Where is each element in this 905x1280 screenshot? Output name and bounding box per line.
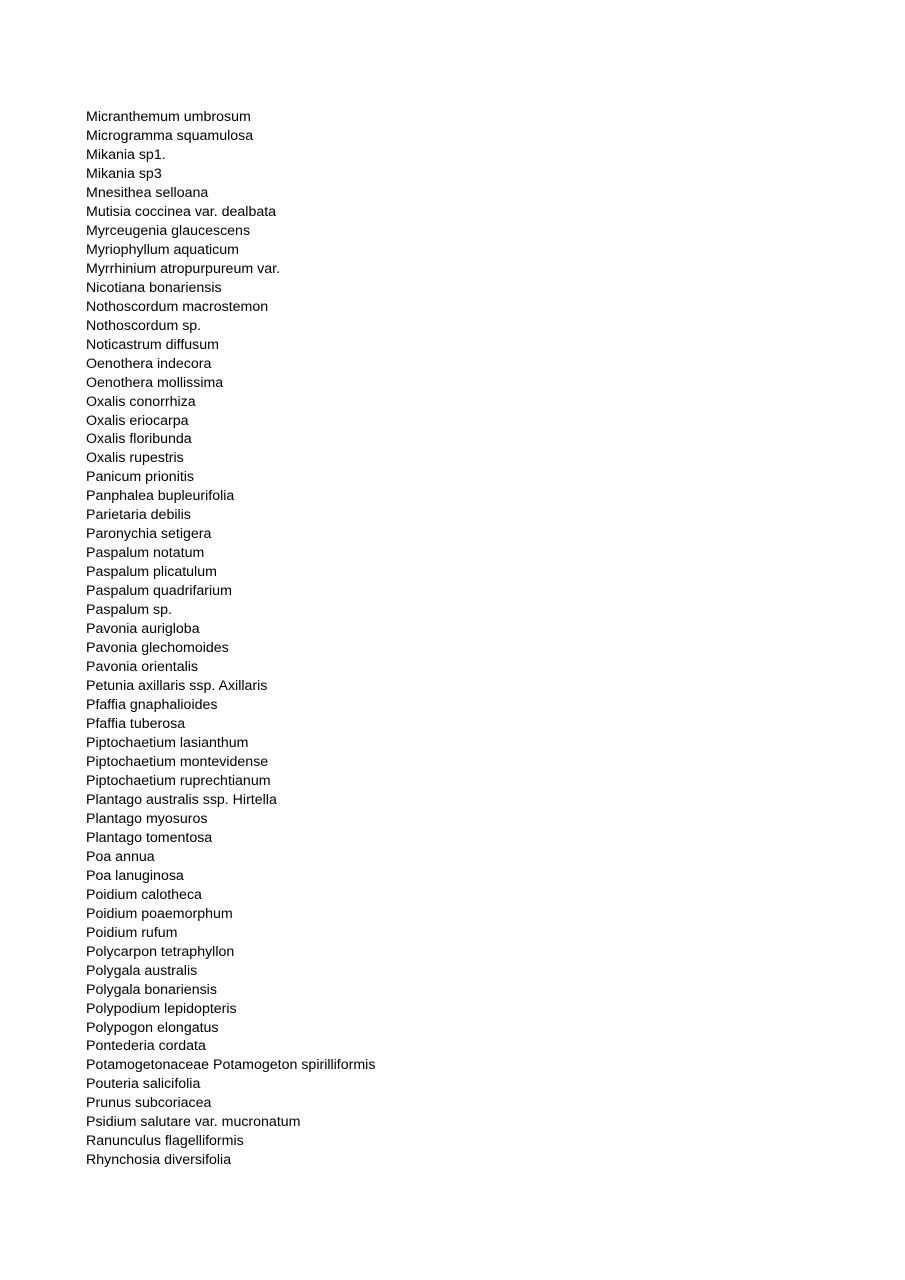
species-list-item: Oxalis eriocarpa — [86, 412, 189, 429]
species-list-item: Poidium calotheca — [86, 886, 202, 903]
species-list-item: Poa lanuginosa — [86, 867, 184, 884]
species-list-item: Panicum prionitis — [86, 469, 195, 486]
species-list-item: Myrceugenia glaucescens — [86, 222, 251, 239]
species-list-item: Piptochaetium ruprechtianum — [86, 772, 271, 789]
species-list-item: Paspalum notatum — [86, 545, 205, 562]
species-list-item: Polypogon elongatus — [86, 1019, 219, 1036]
species-list-item: Plantago australis ssp. Hirtella — [86, 791, 277, 808]
species-list-item: Oxalis conorrhiza — [86, 393, 196, 410]
species-list-item: Mikania sp3 — [86, 165, 162, 182]
species-list-item: Noticastrum diffusum — [86, 336, 219, 353]
species-list-item: Oenothera indecora — [86, 355, 212, 372]
species-list-item: Microgramma squamulosa — [86, 127, 254, 144]
species-list-item: Pavonia orientalis — [86, 659, 198, 676]
species-list-item: Micranthemum umbrosum — [86, 109, 251, 125]
species-list-item: Pavonia aurigloba — [86, 621, 200, 638]
species-list-item: Polygala australis — [86, 962, 198, 979]
species-list-item: Piptochaetium lasianthum — [86, 734, 249, 751]
species-list-item: Mutisia coccinea var. dealbata — [86, 203, 277, 220]
species-list — [86, 108, 375, 1170]
species-list-item: Plantago tomentosa — [86, 829, 213, 846]
species-list-item: Mikania sp1. — [86, 146, 166, 163]
species-list-item: Polygala bonariensis — [86, 981, 217, 998]
species-list-item: Petunia axillaris ssp. Axillaris — [86, 678, 268, 695]
species-list-item: Nothoscordum macrostemon — [86, 298, 269, 315]
species-list-item: Polycarpon tetraphyllon — [86, 943, 235, 960]
species-list-item: Pfaffia tuberosa — [86, 716, 186, 732]
species-list-item: Paspalum sp. — [86, 602, 172, 619]
species-list-item: Plantago myosuros — [86, 810, 208, 827]
species-list-item: Oxalis floribunda — [86, 431, 192, 448]
species-list-item: Parietaria debilis — [86, 507, 191, 524]
species-list-item: Poidium rufum — [86, 924, 178, 941]
species-list-item: Psidium salutare var. mucronatum — [86, 1114, 301, 1131]
species-list-item: Myriophyllum aquaticum — [86, 241, 239, 258]
species-list-item: Pfaffia gnaphalioides — [86, 697, 218, 714]
species-list-item: Paspalum quadrifarium — [86, 583, 232, 600]
species-list-item: Potamogetonaceae Potamogeton spirilliformis — [86, 1057, 376, 1074]
species-list-item: Nicotiana bonariensis — [86, 279, 222, 296]
species-list-item: Pouteria salicifolia — [86, 1076, 201, 1093]
species-list-item: Pavonia glechomoides — [86, 640, 229, 657]
species-list-item: Polypodium lepidopteris — [86, 1000, 237, 1017]
species-list-item: Piptochaetium montevidense — [86, 753, 269, 770]
species-list-item: Myrrhinium atropurpureum var. — [86, 260, 280, 277]
species-list-item: Pontederia cordata — [86, 1038, 206, 1055]
species-list-item: Ranunculus flagelliformis — [86, 1133, 244, 1150]
species-list-item: Mnesithea selloana — [86, 184, 209, 201]
species-list-item: Oenothera mollissima — [86, 374, 224, 391]
species-list-item: Panphalea bupleurifolia — [86, 488, 235, 505]
species-list-item: Paronychia setigera — [86, 526, 212, 543]
species-list-item: Oxalis rupestris — [86, 450, 184, 467]
species-list-item: Poidium poaemorphum — [86, 905, 233, 922]
species-list-item: Rhynchosia diversifolia — [86, 1152, 232, 1169]
species-list-item: Poa annua — [86, 848, 155, 865]
species-list-item: Paspalum plicatulum — [86, 564, 217, 581]
species-list-item: Prunus subcoriacea — [86, 1095, 212, 1112]
species-list-item: Nothoscordum sp. — [86, 317, 202, 334]
